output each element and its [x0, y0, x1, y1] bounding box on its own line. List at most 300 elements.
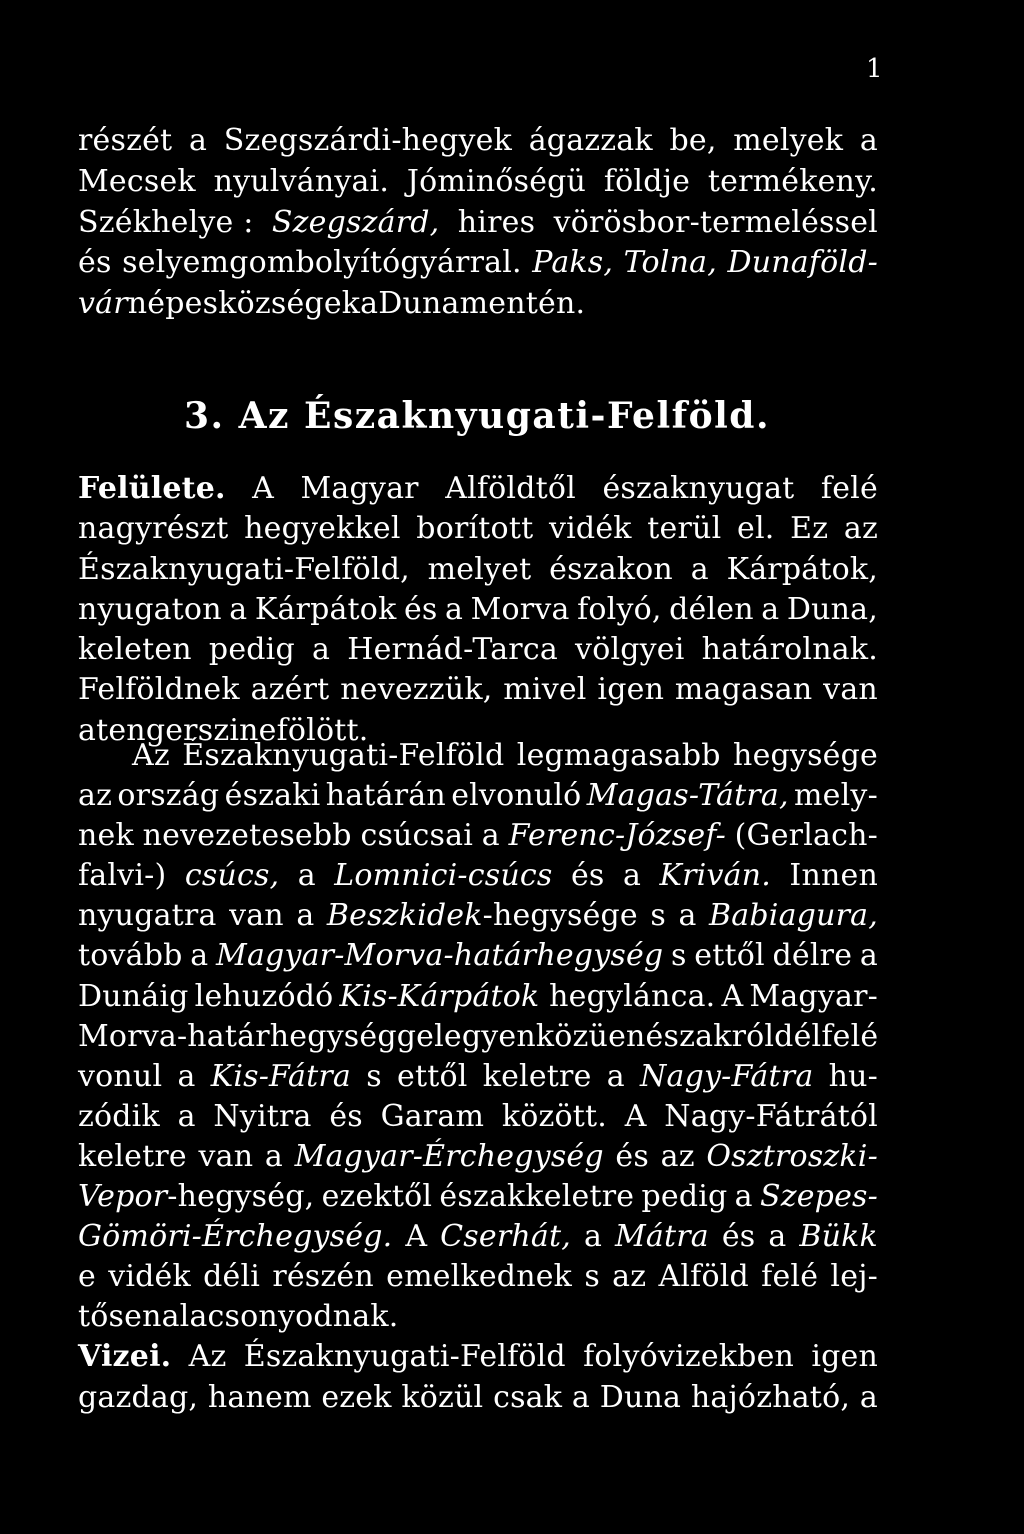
word [615, 1137, 649, 1177]
word [445, 590, 463, 630]
italic-text: Paks, [532, 245, 614, 281]
word [572, 1378, 590, 1418]
text-line [78, 670, 878, 710]
page-number: 1 [866, 54, 883, 84]
word [224, 121, 512, 162]
plain-text: lej- [830, 1259, 878, 1295]
plain-text: fölött. [276, 712, 369, 748]
word [405, 1217, 427, 1257]
word [587, 776, 789, 816]
word [829, 1057, 878, 1097]
word [214, 162, 390, 203]
plain-text: tősen [78, 1299, 162, 1335]
italic-text: Kriván. [659, 858, 771, 894]
plain-text: alacsonyodnak. [161, 1299, 399, 1335]
section-heading: 3. Az Északnyugati-Felföld. [184, 395, 771, 437]
word [78, 1217, 392, 1257]
plain-text: és [615, 1138, 649, 1174]
plain-text: felé [761, 1259, 819, 1295]
word [209, 630, 295, 670]
italic-text: Nagy-Fátra [640, 1058, 814, 1094]
word [218, 284, 360, 325]
plain-text: a [622, 858, 642, 894]
plain-text: keleten [78, 632, 192, 668]
plain-text: be, [669, 123, 717, 158]
word [340, 670, 492, 710]
word [823, 670, 878, 710]
plain-text: Magyar- [749, 978, 878, 1014]
plain-text: nyugaton [78, 591, 222, 627]
word [761, 590, 779, 630]
plain-text: tovább [78, 938, 183, 974]
word [821, 469, 878, 509]
italic-text: Szegszárd, [271, 204, 440, 240]
word [78, 121, 172, 162]
word [428, 550, 532, 590]
plain-text: nevezzük, [340, 672, 493, 708]
plain-text: határolnak. [701, 632, 878, 668]
plain-text: északról [645, 1018, 775, 1054]
word [213, 1097, 311, 1137]
word [295, 1137, 604, 1177]
plain-text: dél [774, 1018, 822, 1054]
word [860, 936, 878, 976]
plain-text: és [329, 1098, 363, 1134]
word [404, 590, 438, 630]
word [503, 670, 586, 710]
plain-text: községek [218, 286, 361, 322]
plain-text: völgyei [575, 632, 685, 668]
plain-text: a [360, 286, 379, 322]
word [647, 509, 721, 549]
plain-text: az [843, 511, 878, 547]
italic-text: Magas-Tátra, [586, 778, 789, 814]
word [229, 896, 284, 936]
plain-text: ezek [321, 1379, 392, 1415]
word [347, 630, 558, 670]
plain-text: termékeny. [707, 163, 878, 199]
text-line [78, 776, 878, 816]
word [694, 936, 765, 976]
plain-text: Innen [789, 858, 878, 894]
plain-text: A [624, 1098, 647, 1134]
plain-text: között. [501, 1098, 607, 1134]
word [265, 1137, 283, 1177]
word [669, 590, 754, 630]
plain-text: ágazzak [528, 123, 653, 158]
word [664, 1097, 878, 1137]
plain-text: vörösbor-termeléssel [553, 204, 878, 240]
plain-text: az [78, 778, 113, 814]
word [584, 1217, 602, 1257]
word [790, 509, 828, 549]
plain-text: mentén. [459, 286, 586, 322]
word [678, 896, 696, 936]
plain-text: selyemgombolyítógyárral. [122, 245, 522, 281]
plain-text: Felföldnek [78, 672, 240, 708]
plain-text: ettől [397, 1058, 468, 1094]
word [208, 1378, 312, 1418]
word [301, 469, 419, 509]
word [860, 121, 878, 162]
text-line [78, 1057, 878, 1097]
word [78, 243, 112, 284]
word [509, 816, 726, 856]
plain-text: és [403, 591, 438, 627]
italic-text: Mátra [615, 1219, 709, 1255]
word [761, 1257, 818, 1297]
plain-text: el. [737, 511, 775, 547]
word [691, 1378, 850, 1418]
italic-text: Magyar-Érchegység [294, 1138, 604, 1174]
plain-text: mivel [503, 672, 587, 708]
plain-text: délre [772, 938, 853, 974]
italic-text: Babiagura, [709, 898, 878, 934]
plain-text: Morva-határhegységgel [78, 1018, 444, 1054]
plain-text: Alföldtől [445, 471, 576, 506]
word [625, 1097, 647, 1137]
word [78, 469, 226, 509]
word [607, 1057, 625, 1097]
plain-text: Hernád-Tarca [347, 632, 558, 668]
word [78, 1337, 171, 1377]
word [128, 284, 218, 325]
plain-text: e [78, 1259, 96, 1295]
plain-text: Nyitra [213, 1098, 312, 1134]
plain-text: hajózható, [690, 1379, 851, 1415]
word [78, 776, 112, 816]
plain-text: a [690, 551, 709, 587]
word [189, 121, 207, 162]
word [774, 1017, 821, 1057]
word [623, 856, 641, 896]
italic-text: Bükk [799, 1219, 878, 1255]
plain-text: a [177, 1058, 196, 1094]
word [378, 284, 459, 325]
text-line [78, 1177, 878, 1217]
word [108, 1257, 191, 1297]
word [612, 1257, 646, 1297]
word [675, 670, 812, 710]
word [334, 856, 552, 896]
paragraph-intro [78, 121, 878, 325]
italic-text: Magyar-Morva-határhegység [216, 938, 664, 974]
plain-text: az [660, 1138, 695, 1174]
word [339, 977, 715, 1017]
plain-text: hires [457, 204, 536, 240]
italic-text: vár [78, 286, 128, 322]
plain-text: hu- [828, 1058, 878, 1094]
italic-text: Beszkidek [326, 898, 483, 934]
word [252, 469, 274, 509]
text-line [78, 1257, 878, 1297]
plain-text: felé [820, 471, 878, 506]
plain-text: vidék [108, 1259, 191, 1295]
plain-text: melyek [733, 123, 844, 158]
text-line [78, 243, 878, 284]
plain-text: falvi-) [78, 858, 167, 894]
word [583, 1337, 794, 1377]
plain-text: Mecsek [78, 163, 196, 199]
word [78, 203, 254, 244]
word [439, 1177, 634, 1217]
word [78, 856, 166, 896]
word [737, 509, 775, 549]
plain-text: Duna, [786, 591, 878, 627]
word [211, 1057, 351, 1097]
text-line [78, 469, 878, 509]
plain-text: a [571, 1379, 590, 1415]
word [78, 1257, 96, 1297]
italic-text: Dunaföld- [727, 245, 878, 281]
plain-text: igen [597, 672, 665, 708]
plain-text: van [198, 1138, 254, 1174]
word [830, 1257, 878, 1297]
plain-text: déli [203, 1259, 261, 1295]
word [178, 1097, 196, 1137]
word [691, 550, 709, 590]
italic-text: Tolna, [623, 245, 717, 281]
plain-text: Ez [790, 511, 829, 547]
text-line [78, 630, 878, 670]
word [749, 977, 878, 1017]
word [821, 1017, 878, 1057]
text-line [78, 590, 878, 630]
plain-text: azért [250, 672, 330, 708]
word [229, 590, 247, 630]
text-line [78, 1017, 878, 1057]
plain-text: ezektől [321, 1179, 433, 1215]
italic-text: csúcs, [184, 858, 280, 894]
word [386, 1257, 572, 1297]
word [78, 1177, 314, 1217]
plain-text: nyulványai. [213, 163, 390, 199]
word [360, 816, 473, 856]
word [203, 1257, 260, 1297]
plain-text: van [229, 898, 284, 934]
word [296, 896, 314, 936]
word [660, 856, 771, 896]
word [517, 736, 721, 776]
word [482, 816, 500, 856]
text-line [78, 162, 878, 203]
plain-text: északi [224, 778, 321, 814]
word [321, 1378, 391, 1418]
plain-text: lehuzódó [194, 978, 334, 1014]
plain-text: emelkednek [386, 1259, 573, 1295]
text-line [78, 1097, 878, 1137]
word [615, 1217, 709, 1257]
plain-text: Székhelye : [78, 204, 254, 240]
word [272, 203, 439, 244]
plain-text: hegylánca. [539, 978, 716, 1014]
word [860, 1378, 878, 1418]
plain-text: északon [549, 551, 673, 587]
plain-text: Duna [599, 1379, 682, 1415]
word [78, 630, 192, 670]
plain-text: délen [669, 591, 754, 627]
word [844, 509, 878, 549]
text-line [78, 736, 878, 776]
text-line [78, 1337, 878, 1377]
plain-text: van [823, 672, 878, 708]
italic-text: Szepes- [759, 1179, 878, 1215]
word [658, 1257, 748, 1297]
word [272, 1257, 374, 1297]
plain-text: Morva [470, 591, 570, 627]
text-line [78, 1297, 878, 1337]
plain-text: tenger [96, 712, 198, 748]
text-line [78, 1378, 878, 1418]
plain-text: csúcsai [360, 818, 474, 854]
word [760, 1177, 878, 1217]
plain-text: a [189, 123, 208, 158]
plain-text: keletre [78, 1138, 187, 1174]
plain-text: magasan [674, 672, 813, 708]
plain-text: hegysége [733, 738, 878, 773]
word [78, 284, 128, 325]
word [646, 1017, 775, 1057]
word [78, 936, 183, 976]
plain-text: Duna [378, 286, 460, 322]
plain-text: -hegysége [482, 898, 638, 934]
plain-text: (Gerlach- [734, 818, 878, 854]
plain-text: pedig [208, 632, 295, 668]
word [709, 896, 878, 936]
word [471, 590, 570, 630]
italic-text: Gömöri-Érchegység. [78, 1219, 393, 1255]
word [445, 469, 576, 509]
word [661, 1137, 695, 1177]
text-line [78, 121, 878, 162]
plain-text: vonul [78, 1058, 163, 1094]
plain-text: Nagy-Fátrától [664, 1098, 878, 1134]
word [397, 1057, 468, 1097]
word [727, 550, 878, 590]
plain-text: Magyar [300, 471, 419, 506]
plain-text: hanem [207, 1379, 312, 1415]
word [322, 1177, 433, 1217]
plain-text: Dunáig [78, 978, 189, 1014]
word [794, 776, 878, 816]
word [640, 1057, 813, 1097]
italic-text: Ferenc-József- [508, 818, 726, 854]
plain-text: határán [325, 778, 446, 814]
plain-text: csak [493, 1379, 563, 1415]
word [185, 856, 279, 896]
word [577, 590, 662, 630]
word [132, 736, 170, 776]
plain-text: egyenközüen [443, 1018, 646, 1054]
word [216, 936, 663, 976]
word [195, 977, 334, 1017]
bold-text: Felülete. [78, 471, 226, 506]
italic-text: Lomnici-csúcs [334, 858, 553, 894]
plain-text: folyóvizekben [583, 1339, 795, 1375]
word [641, 1177, 727, 1217]
plain-text: nek [78, 818, 134, 854]
word [451, 776, 581, 816]
plain-text: az [612, 1259, 647, 1295]
word [602, 469, 794, 509]
word [78, 550, 410, 590]
word [787, 590, 878, 630]
plain-text: Az [188, 1339, 227, 1375]
plain-text: a [481, 818, 500, 854]
word [401, 1378, 483, 1418]
plain-text: a [734, 1179, 753, 1215]
plain-text: hegyekkel [244, 511, 401, 547]
word [198, 1137, 253, 1177]
plain-text: legmagasabb [516, 738, 721, 773]
word [190, 936, 208, 976]
word [78, 977, 189, 1017]
text-line [78, 509, 878, 549]
italic-text: Vepor [78, 1179, 168, 1215]
text-line [78, 550, 878, 590]
text-line [78, 203, 878, 244]
word [669, 121, 716, 162]
word [78, 816, 134, 856]
word [735, 1177, 753, 1217]
word [407, 162, 586, 203]
word [244, 1337, 566, 1377]
plain-text: a [859, 1379, 878, 1415]
plain-text: a [312, 632, 331, 668]
word [458, 203, 535, 244]
plain-text: A [252, 471, 275, 506]
plain-text: közül [401, 1379, 484, 1415]
plain-text: északnyugat [602, 471, 795, 506]
plain-text: borított [416, 511, 534, 547]
plain-text: Északnyugati-Felföld [182, 738, 505, 773]
text-line [78, 284, 878, 325]
word [225, 776, 321, 816]
word [624, 243, 717, 284]
word [298, 856, 316, 896]
bold-text: Vizei. [78, 1339, 172, 1375]
plain-text: Kárpátok [254, 591, 397, 627]
word [312, 630, 330, 670]
text-line [78, 896, 878, 936]
word [381, 1097, 485, 1137]
plain-text: pedig [641, 1179, 728, 1215]
word [78, 670, 240, 710]
plain-text: ország [117, 778, 220, 814]
paragraph-felulete [78, 469, 878, 751]
plain-text: melyet [427, 551, 532, 587]
text-line [78, 1137, 878, 1177]
plain-text: a [297, 858, 316, 894]
word [773, 936, 853, 976]
plain-text: a [78, 712, 97, 748]
word [78, 1097, 160, 1137]
plain-text: zódik [78, 1098, 160, 1134]
word [789, 856, 878, 896]
plain-text: folyó, [577, 591, 662, 627]
plain-text: a [445, 591, 464, 627]
word [78, 1057, 162, 1097]
plain-text: a [768, 1219, 787, 1255]
plain-text: ettől [694, 938, 765, 974]
word [706, 1137, 878, 1177]
word [326, 776, 446, 816]
plain-text: s [671, 938, 687, 974]
word [122, 243, 522, 284]
plain-text: Alföld [658, 1259, 749, 1295]
plain-text: földje [603, 163, 691, 199]
word [78, 896, 217, 936]
